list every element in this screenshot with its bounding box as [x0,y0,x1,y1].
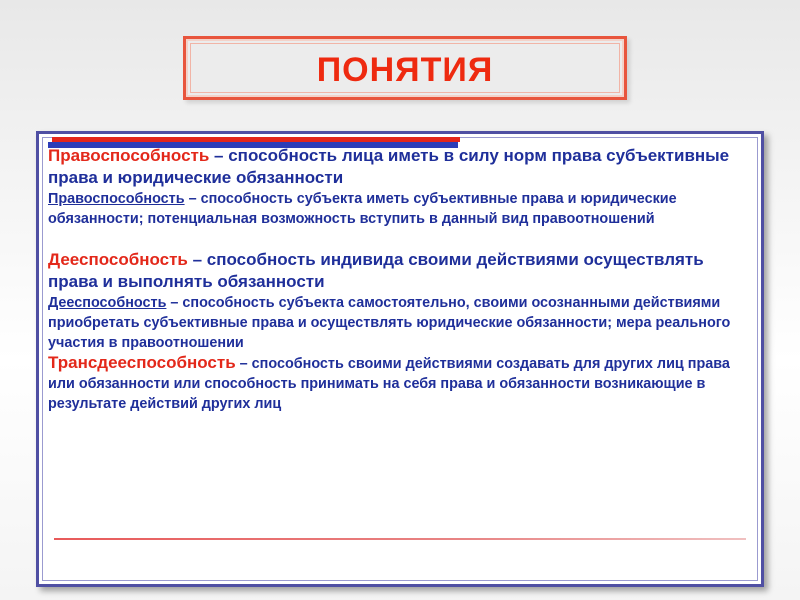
definition-legal-capacity [48,145,748,189]
definition-text: – способность лица иметь в силу норм права субъективные права и юридические обязанности [48,146,730,187]
definition-text: – способность индивида своими действиями осуществлять права и выполнять обязанности [48,250,704,291]
definition-legal-capacity-alt [48,189,748,229]
definition-trans-capacity [48,353,748,414]
definition-text: – способность субъекта самостоятельно, своими осознанными действиями приобретать субъективные права и осуществлять юридические обязанности; мера реального участия в правоотношении [48,295,731,351]
term-trans-capacity: Трансдееспособность [48,353,236,372]
definition-text: – способность своими действиями создавать для других лиц права или обязанности или способность принимать на себя права и обязанности возникающие в результате действий других лиц [48,356,730,412]
definitions-text [48,145,748,414]
definition-active-capacity [48,249,748,293]
term-legal-capacity-underlined: Правоспособность [48,191,185,207]
definition-text: – способность субъекта иметь субъективные права и юридические обязанности; потенциальная возможность вступить в данный вид правоотношений [48,191,677,227]
term-active-capacity: Дееспособность [48,250,188,269]
decor-bottom-line [54,538,746,540]
term-active-capacity-underlined: Дееспособность [48,295,167,311]
slide-title: ПОНЯТИЯ [316,51,494,89]
definition-active-capacity-alt [48,293,748,353]
spacer [48,229,748,249]
title-box [183,36,627,100]
term-legal-capacity: Правоспособность [48,146,210,165]
